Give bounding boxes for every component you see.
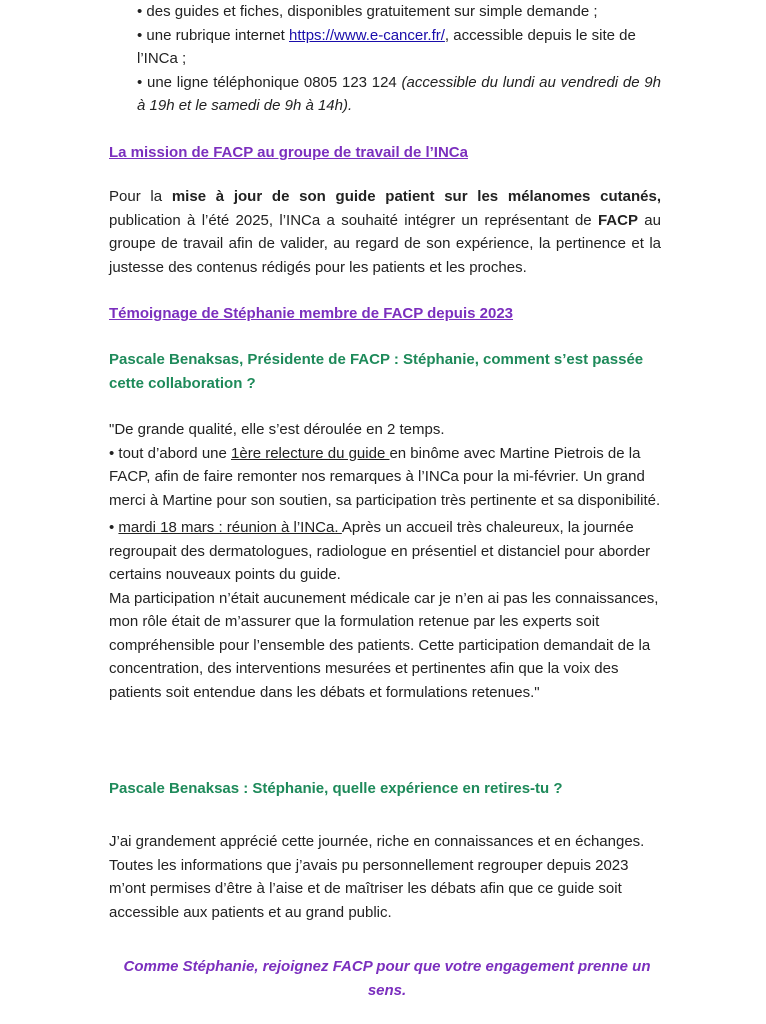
- call-to-action: Comme Stéphanie, rejoignez FACP pour que votre engagement prenne un sens.: [123, 958, 651, 999]
- question-2: Pascale Benaksas : Stéphanie, quelle expérience en retires-tu ?: [109, 780, 563, 797]
- answer-1: [109, 418, 661, 704]
- mission-text: au groupe de travail afin de valider, au regard de son expérience, la pertinence et la justesse des contenus rédigés pour les patients et les proches.: [109, 211, 661, 276]
- answer-underlined: mardi 18 mars : réunion à l’INCa.: [118, 519, 342, 536]
- mission-guide-title: mise à jour de son guide patient sur les mélanomes cutanés,: [171, 188, 661, 205]
- list-item: [137, 71, 661, 118]
- answer-text: Après un accueil très chaleureux, la journée regroupait des dermatologues, radiologue en présentiel et distanciel pour aborder certains nouveaux points du guide.: [109, 519, 651, 583]
- answer-text: •: [109, 519, 119, 536]
- mission-text: publication à l’été 2025, l’INCa a souhaité intégrer un représentant de: [109, 211, 598, 229]
- resource-list: [109, 0, 661, 118]
- list-item: [137, 24, 661, 71]
- list-item-hours: (accessible du lundi au vendredi de 9h à 19h et le samedi de 9h à 14h).: [137, 73, 661, 114]
- question-1: Pascale Benaksas, Présidente de FACP : Stéphanie, comment s’est passée cette collaboration ?: [109, 351, 644, 392]
- answer-paragraph: Ma participation n’était aucunement médicale car je n’en ai pas les connaissances, mon rôle était de m’assurer que la formulation retenue par les experts soit compréhensible pour l’ensemble des patients. Cette participation demandait de la concentration, des interventions mesurées et pertinentes afin que la voix des patients soit entendue dans les débats et formulations retenues.": [109, 589, 659, 701]
- answer-intro: "De grande qualité, elle s’est déroulée en 2 temps.: [109, 421, 445, 438]
- mission-text: Pour la: [109, 188, 172, 205]
- list-item-text: , accessible depuis le site de l’INCa ;: [137, 26, 636, 67]
- mission-heading[interactable]: La mission de FACP au groupe de travail de l’INCa: [109, 144, 468, 161]
- mission-facp: FACP: [597, 211, 638, 229]
- answer-bullet: [109, 516, 661, 587]
- ecancer-link[interactable]: https://www.e-cancer.fr/: [289, 26, 445, 44]
- temoignage-heading[interactable]: Témoignage de Stéphanie membre de FACP depuis 2023: [109, 305, 514, 322]
- answer-2: J’ai grandement apprécié cette journée, riche en connaissances et en échanges. Toutes les informations que j’avais pu personnellement regrouper depuis 2023 m’ont permises d’être à l’aise et de maîtriser les débats afin que ce guide soit accessible aux patients et au grand public.: [109, 833, 645, 921]
- list-item: • des guides et fiches, disponibles gratuitement sur simple demande ;: [137, 3, 598, 20]
- list-item-text: • une ligne téléphonique 0805 123 124: [137, 73, 402, 91]
- answer-text: • tout d’abord une: [109, 444, 232, 462]
- list-item-text: • une rubrique internet: [137, 26, 290, 44]
- answer-bullet: [109, 442, 661, 513]
- answer-text: en binôme avec Martine Pietrois de la FACP, afin de faire remonter nos remarques à l’INCa pour la mi-février. Un grand merci à Martine pour son soutien, sa participation très pertinente et sa disponibilité.: [109, 444, 661, 509]
- mission-paragraph: [109, 185, 661, 279]
- answer-underlined: 1ère relecture du guide: [231, 444, 390, 462]
